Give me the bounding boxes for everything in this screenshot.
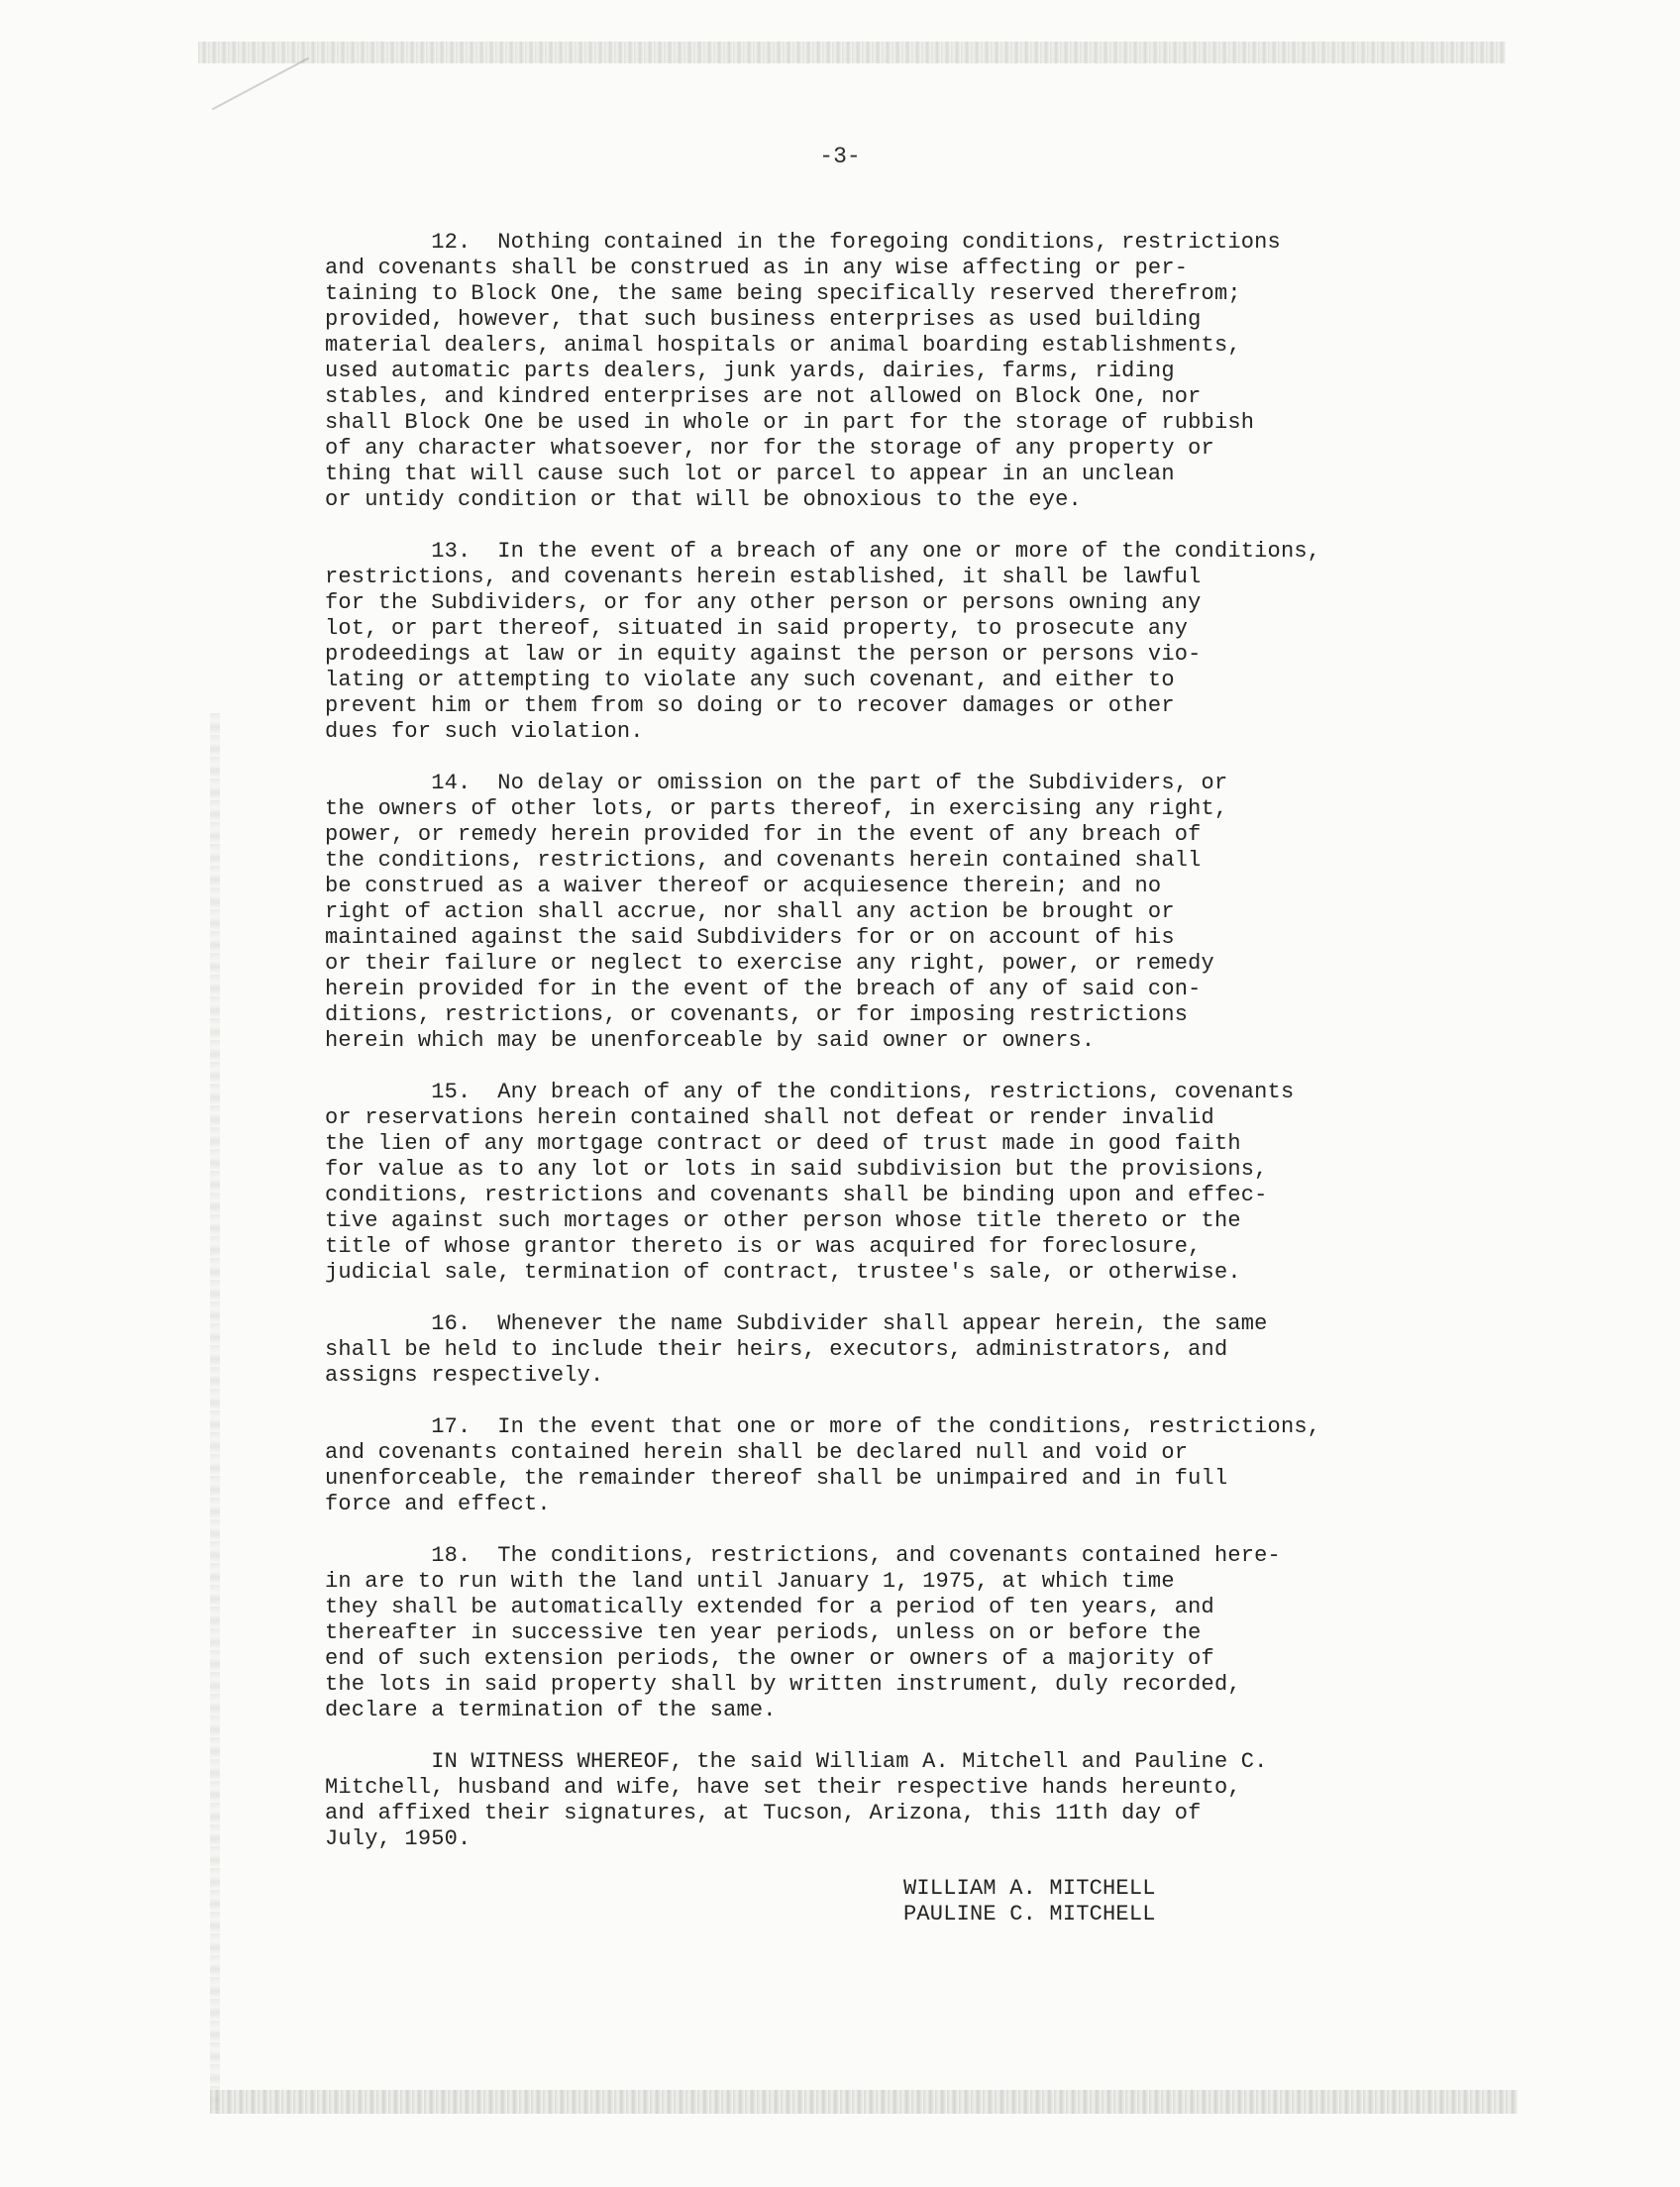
document-body [325,230,1444,1878]
scan-artifact-left [210,713,220,2110]
signature-pauline: PAULINE C. MITCHELL [903,1902,1156,1927]
witness-paragraph: IN WITNESS WHEREOF, the said William A. Mitchell and Pauline C. Mitchell, husband and wife, have set their respective hands hereunto, and affixed their signatures, at Tucson, Arizona, this 11th day of July, 1950. [325,1749,1268,1851]
scan-artifact-bottom [210,2090,1518,2114]
paragraph-14: 14. No delay or omission on the part of the Subdividers, or the owners of other lots, or parts thereof, in exercising any right, power, or remedy herein provided for in the event of any breach of the conditions, restrictions, and covenants herein contained shall be construed as a waiver thereof or acquiesence therein; and no right of action shall accrue, nor shall any action be brought or maintained against the said Subdividers for or on account of his or their failure or neglect to exercise any right, power, or remedy herein provided for in the event of the breach of any of said con- ditions, restrictions, or covenants, or for imposing restrictions herein which may be unenforceable by said owner or owners. [325,771,1228,1053]
scan-artifact-top [198,42,1506,63]
signature-block [903,1876,1156,1927]
paragraph-12: 12. Nothing contained in the foregoing conditions, restrictions and covenants shall be construed as in any wise affecting or per- taining to Block One, the same being specifically reserved therefrom; provided, however, that such business enterprises as used building material dealers, animal hospitals or animal boarding establishments, used automatic parts dealers, junk yards, dairies, farms, riding stables, and kindred enterprises are not allowed on Block One, nor shall Block One be used in whole or in part for the storage of rubbish of any character whatsoever, nor for the storage of any property or thing that will cause such lot or parcel to appear in an unclean or untidy condition or that will be obnoxious to the eye. [325,230,1281,512]
paragraph-16: 16. Whenever the name Subdivider shall appear herein, the same shall be held to include their heirs, executors, administrators, and assigns respectively. [325,1311,1268,1388]
paragraph-18: 18. The conditions, restrictions, and covenants contained here- in are to run with the land until January 1, 1975, at which time they shall be automatically extended for a period of ten years, and thereafter in successive ten year periods, unless on or before the end of such extension periods, the owner or owners of a majority of the lots in said property shall by written instrument, duly recorded, declare a termination of the same. [325,1543,1281,1722]
page-number: -3- [819,144,861,169]
paragraph-17: 17. In the event that one or more of the conditions, restrictions, and covenants contained herein shall be declared null and void or unenforceable, the remainder thereof shall be unimpaired and in full force and effect. [325,1414,1321,1516]
paragraph-13: 13. In the event of a breach of any one or more of the conditions, restrictions, and covenants herein established, it shall be lawful for the Subdividers, or for any other person or persons owning any lot, or part thereof, situated in said property, to prosecute any prodeedings at law or in equity against the person or persons vio- lating or attempting to violate any such covenant, and either to prevent him or them from so doing or to recover damages or other dues for such violation. [325,539,1321,744]
signature-william: WILLIAM A. MITCHELL [903,1876,1156,1901]
paragraph-15: 15. Any breach of any of the conditions, restrictions, covenants or reservations herein contained shall not defeat or render invalid the lien of any mortgage contract or deed of trust made in good faith for value as to any lot or lots in said subdivision but the provisions, conditions, restrictions and covenants shall be binding upon and effec- tive against such mortages or other person whose title thereto or the title of whose grantor thereto is or was acquired for foreclosure, judicial sale, termination of contract, trustee's sale, or otherwise. [325,1080,1295,1285]
